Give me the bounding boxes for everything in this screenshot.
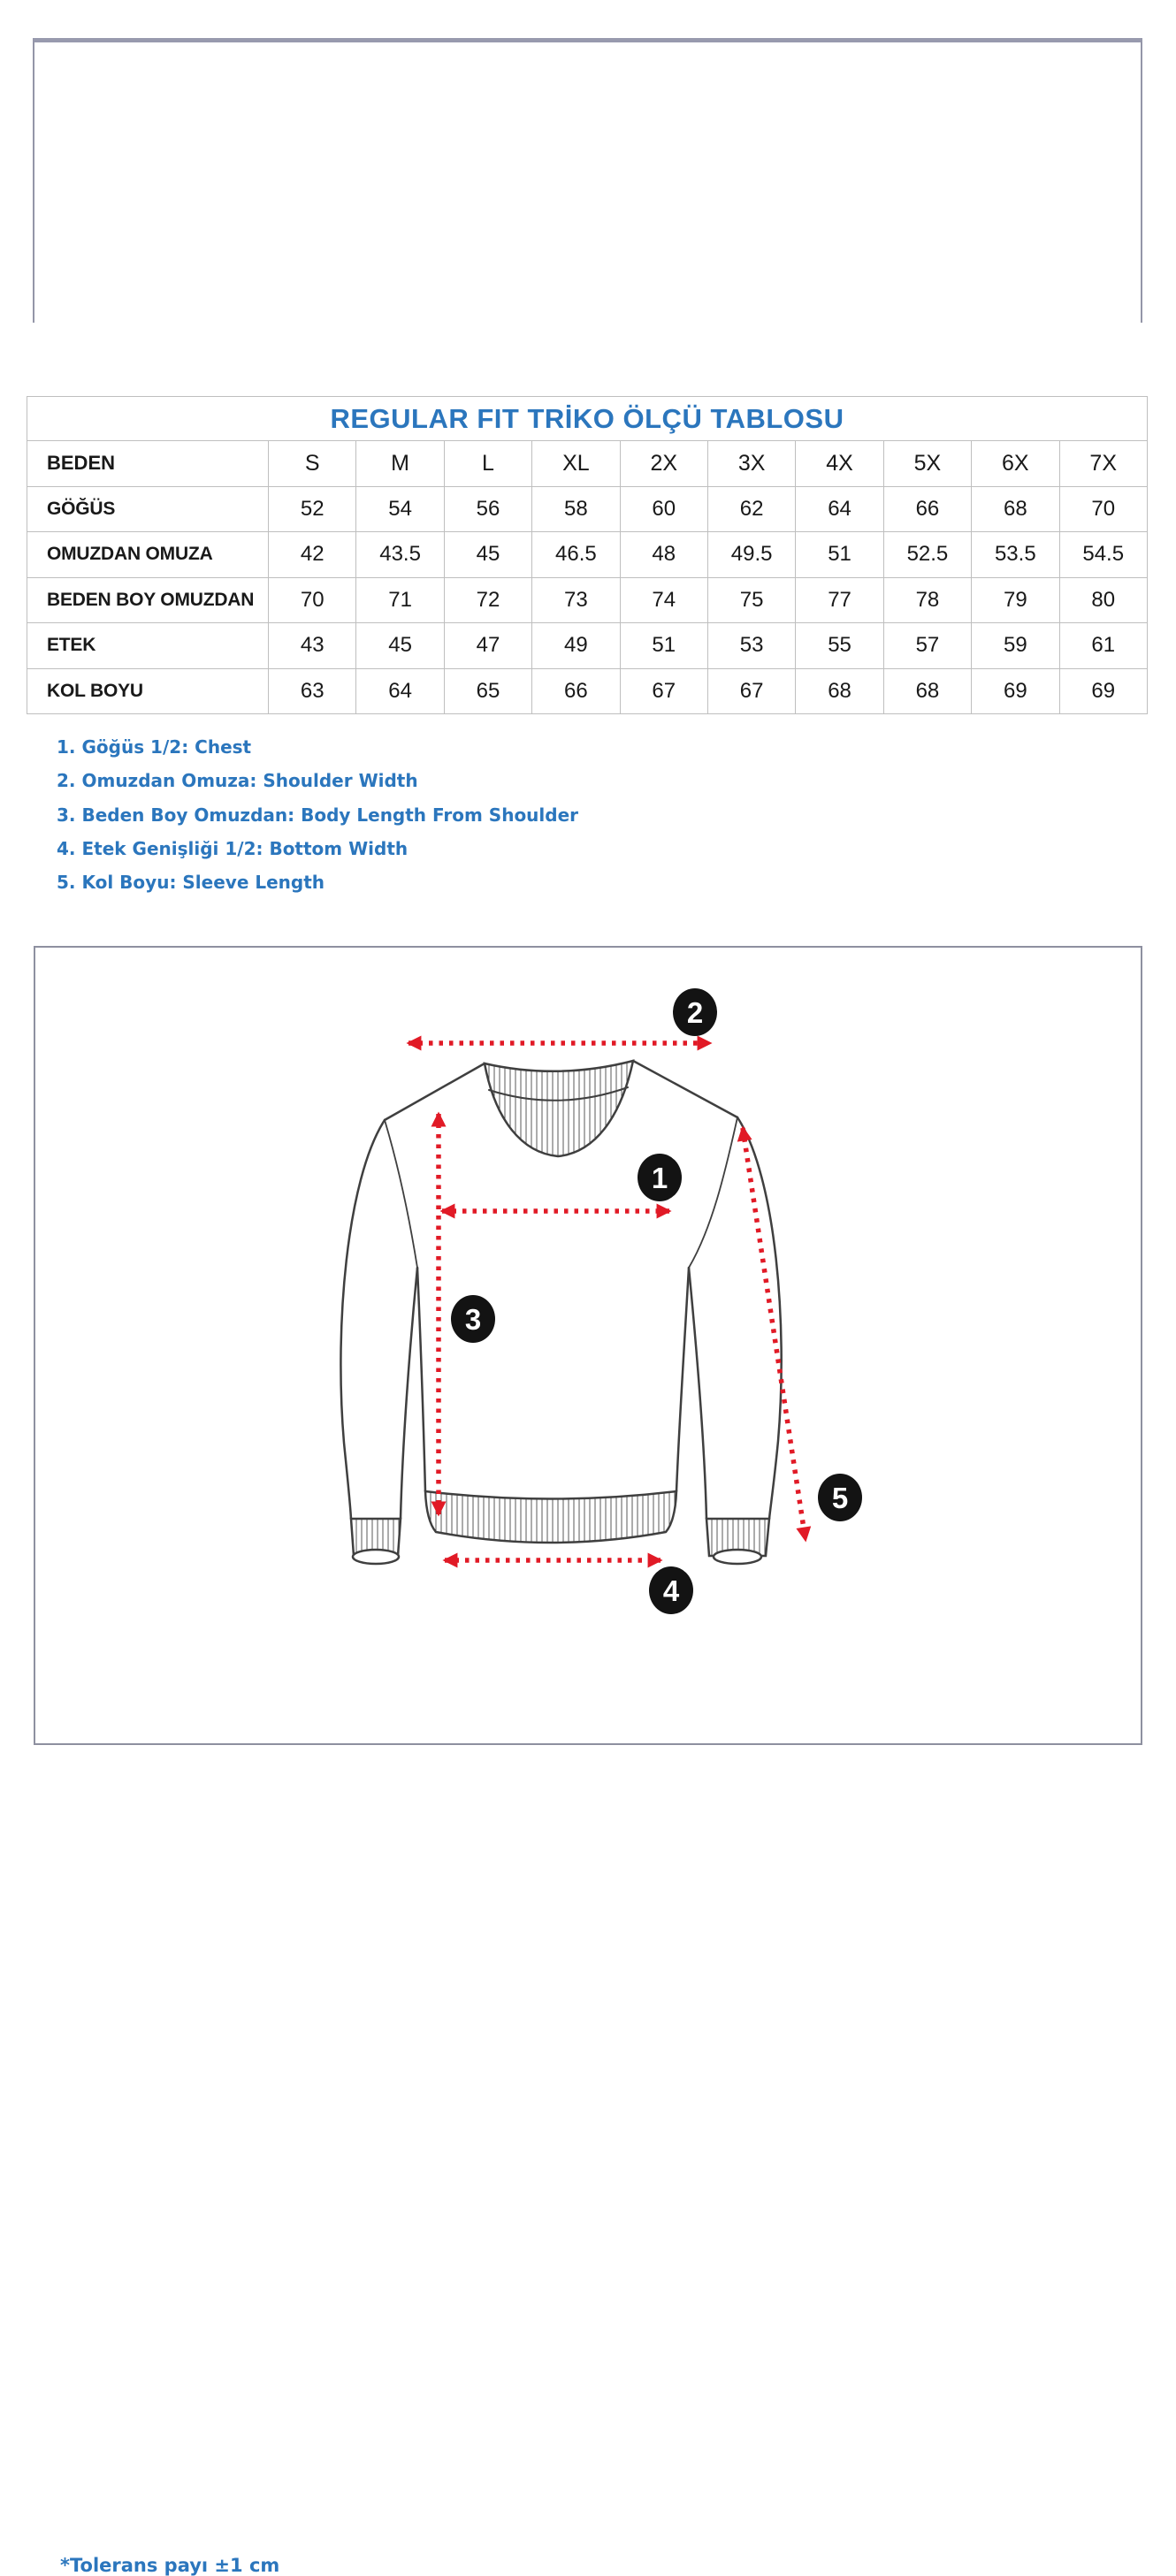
measure-value: 69 <box>1059 668 1147 714</box>
table-title: REGULAR FIT TRİKO ÖLÇÜ TABLOSU <box>27 397 1148 441</box>
size-col-header: 5X <box>883 441 971 487</box>
legend-item: 2. Omuzdan Omuza: Shoulder Width <box>57 770 418 792</box>
collar-band <box>485 1061 633 1156</box>
right-shoulder-line <box>633 1061 737 1117</box>
left-armhole-seam <box>385 1120 417 1268</box>
measure-value: 47 <box>444 623 531 669</box>
empty-product-frame <box>33 38 1142 323</box>
measure-value: 54 <box>356 486 444 532</box>
body-left-side <box>417 1268 425 1491</box>
table-row <box>27 577 1148 623</box>
table-header-row <box>27 441 1148 487</box>
measure-value: 59 <box>972 623 1059 669</box>
measure-value: 43.5 <box>356 532 444 578</box>
measure-label: OMUZDAN OMUZA <box>27 532 269 578</box>
size-col-header: 3X <box>707 441 795 487</box>
right-armhole-seam <box>689 1117 737 1268</box>
measure-value: 51 <box>796 532 883 578</box>
badge-5-number: 5 <box>831 1482 849 1514</box>
badge-4-number: 4 <box>662 1574 680 1607</box>
measure-value: 64 <box>796 486 883 532</box>
measure-label: GÖĞÜS <box>27 486 269 532</box>
left-cuff-opening <box>353 1550 399 1564</box>
measure-value: 69 <box>972 668 1059 714</box>
measure-value: 55 <box>796 623 883 669</box>
measure-value: 79 <box>972 577 1059 623</box>
right-sleeve-inner <box>689 1268 706 1519</box>
measure-label: BEDEN BOY OMUZDAN <box>27 577 269 623</box>
header-label: BEDEN <box>27 441 269 487</box>
measure-value: 68 <box>972 486 1059 532</box>
measure-value: 63 <box>269 668 356 714</box>
size-col-header: 4X <box>796 441 883 487</box>
sweater-sketch <box>340 1061 781 1564</box>
measure-value: 53 <box>707 623 795 669</box>
measure-value: 80 <box>1059 577 1147 623</box>
left-shoulder-line <box>385 1063 485 1120</box>
size-col-header: 6X <box>972 441 1059 487</box>
left-sleeve-outer <box>340 1120 385 1519</box>
measure-value: 52 <box>269 486 356 532</box>
measure-value: 53.5 <box>972 532 1059 578</box>
legend-item: 5. Kol Boyu: Sleeve Length <box>57 872 325 894</box>
badge-1-number: 1 <box>651 1162 668 1194</box>
measurement-legend <box>57 730 578 899</box>
table-row <box>27 623 1148 669</box>
measure-value: 75 <box>707 577 795 623</box>
size-col-header: M <box>356 441 444 487</box>
measure-value: 52.5 <box>883 532 971 578</box>
measure-value: 72 <box>444 577 531 623</box>
measure-value: 67 <box>620 668 707 714</box>
badge-2-number: 2 <box>686 996 704 1029</box>
measure-value: 66 <box>883 486 971 532</box>
size-col-header: L <box>444 441 531 487</box>
badge-3-number: 3 <box>464 1303 482 1336</box>
legend-item: 1. Göğüs 1/2: Chest <box>57 736 252 758</box>
table-row <box>27 486 1148 532</box>
measure-value: 70 <box>269 577 356 623</box>
measure-value: 51 <box>620 623 707 669</box>
measure-value: 49 <box>532 623 620 669</box>
measure-value: 78 <box>883 577 971 623</box>
legend-item: 4. Etek Genişliği 1/2: Bottom Width <box>57 838 409 860</box>
legend-item: 3. Beden Boy Omuzdan: Body Length From Shoulder <box>57 804 579 826</box>
tolerance-note: *Tolerans payı ±1 cm <box>60 2555 280 2576</box>
size-col-header: 7X <box>1059 441 1147 487</box>
measure-value: 60 <box>620 486 707 532</box>
measure-value: 77 <box>796 577 883 623</box>
measure-value: 49.5 <box>707 532 795 578</box>
measure-value: 61 <box>1059 623 1147 669</box>
left-sleeve-inner <box>401 1268 417 1519</box>
size-table <box>27 396 1148 714</box>
measure-value: 58 <box>532 486 620 532</box>
table-row <box>27 668 1148 714</box>
measure-label: KOL BOYU <box>27 668 269 714</box>
measure-value: 54.5 <box>1059 532 1147 578</box>
measure-value: 56 <box>444 486 531 532</box>
measure-value: 48 <box>620 532 707 578</box>
measure-value: 68 <box>796 668 883 714</box>
measure-value: 65 <box>444 668 531 714</box>
measure-value: 68 <box>883 668 971 714</box>
sweater-diagram-box <box>34 946 1142 2576</box>
measure-value: 62 <box>707 486 795 532</box>
body-right-side <box>676 1268 689 1491</box>
measure-value: 74 <box>620 577 707 623</box>
right-cuff-opening <box>714 1550 761 1564</box>
measure-value: 70 <box>1059 486 1147 532</box>
measure-value: 43 <box>269 623 356 669</box>
size-col-header: XL <box>532 441 620 487</box>
right-sleeve-outer <box>737 1117 782 1519</box>
measure-value: 71 <box>356 577 444 623</box>
size-col-header: S <box>269 441 356 487</box>
sweater-measurement-diagram <box>35 948 1141 1743</box>
measure-value: 42 <box>269 532 356 578</box>
hem-band <box>425 1491 676 1543</box>
measure-value: 45 <box>356 623 444 669</box>
measure-value: 73 <box>532 577 620 623</box>
measure-value: 66 <box>532 668 620 714</box>
measure-value: 45 <box>444 532 531 578</box>
size-col-header: 2X <box>620 441 707 487</box>
measure-value: 46.5 <box>532 532 620 578</box>
measure-value: 67 <box>707 668 795 714</box>
measure-value: 57 <box>883 623 971 669</box>
measure-label: ETEK <box>27 623 269 669</box>
measure-value: 64 <box>356 668 444 714</box>
table-row <box>27 532 1148 578</box>
